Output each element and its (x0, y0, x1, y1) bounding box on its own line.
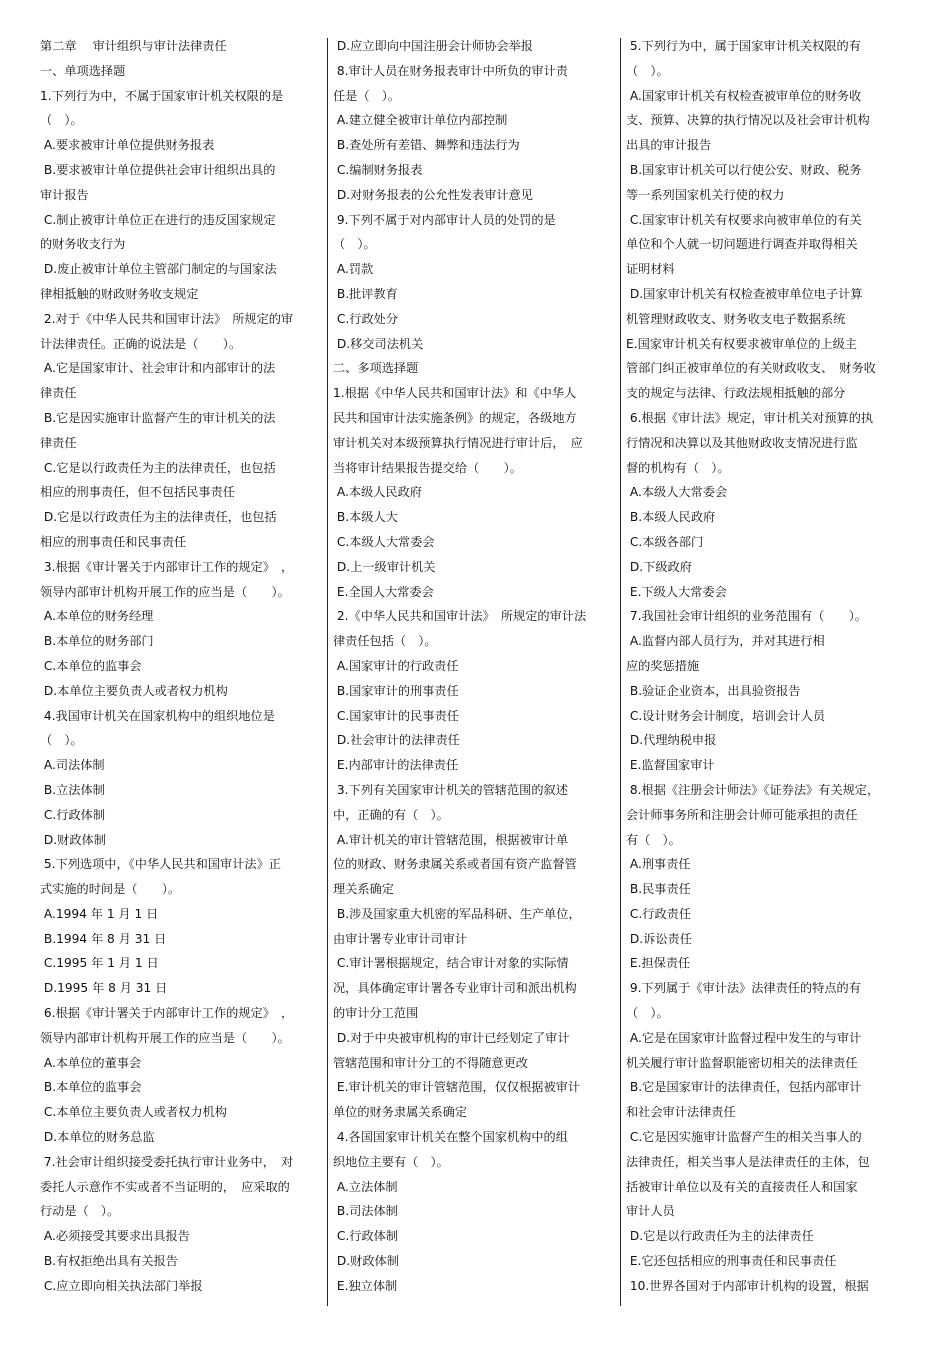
text-line: 的审计分工范围 (333, 1006, 419, 1021)
text-line: D.财政体制 (40, 832, 106, 847)
text-line: 9.下列不属于对内部审计人员的处罚的是 (333, 212, 556, 227)
text-line: 相应的刑事责任和民事责任 (40, 534, 187, 549)
text-line: B.国家审计的刑事责任 (333, 683, 459, 698)
text-line: 会计师事务所和注册会计师可能承担的责任 (626, 807, 858, 822)
text-line: C.制止被审计单位正在进行的违反国家规定 (40, 212, 276, 227)
text-line: 4.各国国家审计机关在整个国家机构中的组 (333, 1130, 568, 1145)
text-line: 出具的审计报告 (626, 138, 712, 153)
column-divider-left (327, 38, 328, 1306)
text-line: E.监督国家审计 (626, 758, 715, 773)
text-line: 单位的财务隶属关系确定 (333, 1105, 468, 1120)
text-line: 10.世界各国对于内部审计机构的设置，根据 (626, 1278, 869, 1293)
text-line: 法律责任，相关当事人是法律责任的主体，包 (626, 1154, 870, 1169)
text-line: 况，具体确定审计署各专业审计司和派出机构 (333, 981, 577, 996)
text-line: 第二章 审计组织与审计法律责任 (40, 39, 227, 53)
text-line: 1.根据《中华人民共和国审计法》和《中华人 (333, 386, 577, 401)
text-line: E.内部审计的法律责任 (333, 758, 459, 773)
text-line: 计法律责任。正确的说法是（ ）。 (40, 336, 242, 351)
text-line: E.独立体制 (333, 1278, 398, 1293)
text-line: A.它是在国家审计监督过程中发生的与审计 (626, 1030, 862, 1045)
text-line: （ ）。 (626, 63, 669, 78)
text-line: （ ）。 (40, 113, 83, 128)
text-line: B.它是因实施审计监督产生的审计机关的法 (40, 410, 276, 425)
text-line: 3.下列有关国家审计机关的管辖范围的叙述 (333, 782, 568, 797)
text-line: B.查处所有差错、舞弊和违法行为 (333, 138, 520, 153)
text-line: A.立法体制 (333, 1179, 398, 1194)
text-line: A.刑事责任 (626, 857, 691, 872)
text-line: C.本单位主要负责人或者权力机构 (40, 1105, 227, 1120)
text-line: A.国家审计机关有权检查被审单位的财务收 (626, 88, 862, 103)
text-line: B.涉及国家重大机密的军品科研、生产单位， (333, 906, 581, 921)
text-line: D.国家审计机关有权检查被审单位电子计算 (626, 286, 863, 301)
text-line: A.建立健全被审计单位内部控制 (333, 113, 508, 128)
text-line: 式实施的时间是（ ）。 (40, 882, 181, 897)
text-line: B.本单位的监事会 (40, 1080, 142, 1095)
text-line: D.下级政府 (626, 559, 692, 574)
text-line: （ ）。 (626, 1006, 669, 1021)
text-line: A.监督内部人员行为，并对其进行相 (626, 634, 825, 649)
text-line: 织地位主要有（ ）。 (333, 1154, 449, 1169)
text-line: D.它是以行政责任为主的法律责任，也包括 (40, 510, 277, 525)
text-line: 的财务收支行为 (40, 237, 126, 252)
text-line: A.要求被审计单位提供财务报表 (40, 138, 215, 153)
text-line: 审计报告 (40, 187, 89, 202)
text-line: 任是（ ）。 (333, 88, 401, 103)
text-line: B.立法体制 (40, 782, 105, 797)
text-line: D.移交司法机关 (333, 336, 424, 351)
text-line: A.本单位的财务经理 (40, 609, 154, 624)
text-line: C.行政处分 (333, 311, 399, 326)
text-line: B.要求被审计单位提供社会审计组织出具的 (40, 162, 276, 177)
text-line: C.本级各部门 (626, 534, 704, 549)
text-line: 由审计署专业审计司审计 (333, 931, 468, 946)
text-line: 2.对于《中华人民共和国审计法》 所规定的审 (40, 311, 294, 326)
text-line: B.民事责任 (626, 882, 691, 897)
text-line: B.有权拒绝出具有关报告 (40, 1254, 178, 1269)
text-line: 相应的刑事责任，但不包括民事责任 (40, 485, 235, 500)
text-line: D.本单位主要负责人或者权力机构 (40, 683, 228, 698)
text-line: D.它是以行政责任为主的法律责任 (626, 1229, 814, 1244)
text-line: E.审计机关的审计管辖范围，仅仅根据被审计 (333, 1080, 581, 1095)
text-line: C.它是以行政责任为主的法律责任，也包括 (40, 460, 276, 475)
text-line: 和社会审计法律责任 (626, 1105, 736, 1120)
text-line: 7.社会审计组织接受委托执行审计业务中， 对 (40, 1154, 294, 1169)
text-line: E.全国人大常委会 (333, 584, 434, 599)
text-line: B.1994 年 8 月 31 日 (40, 931, 167, 946)
text-line: E.担保责任 (626, 956, 691, 971)
text-line: C.国家审计的民事责任 (333, 708, 459, 723)
text-line: 4.我国审计机关在国家机构中的组织地位是 (40, 708, 275, 723)
text-line: D.社会审计的法律责任 (333, 733, 460, 748)
text-line: 单位和个人就一切问题进行调查并取得相关 (626, 237, 858, 252)
text-line: 9.下列属于《审计法》法律责任的特点的有 (626, 981, 861, 996)
text-line: 律责任 (40, 435, 77, 450)
text-line: （ ）。 (333, 237, 376, 252)
text-line: 领导内部审计机构开展工作的应当是（ ）。 (40, 1030, 290, 1045)
text-line: （ ）。 (40, 733, 83, 748)
text-line: 委托人示意作不实或者不当证明的， 应采取的 (40, 1179, 290, 1194)
text-column-3 (626, 34, 916, 1299)
text-line: 位的财政、财务隶属关系或者国有资产监督管 (333, 857, 577, 872)
text-line: D.诉讼责任 (626, 931, 692, 946)
text-line: 管辖范围和审计分工的不得随意更改 (333, 1055, 528, 1070)
text-line: C.国家审计机关有权要求向被审单位的有关 (626, 212, 862, 227)
text-line: E.下级人大常委会 (626, 584, 727, 599)
text-line: B.批评教育 (333, 286, 398, 301)
text-line: B.验证企业资本，出具验资报告 (626, 683, 801, 698)
column-divider-right (620, 38, 621, 1306)
text-line: B.司法体制 (333, 1204, 398, 1219)
text-line: C.1995 年 1 月 1 日 (40, 956, 159, 971)
text-line: 管部门纠正被审单位的有关财政收支、 财务收 (626, 361, 876, 376)
text-line: D.应立即向中国注册会计师协会举报 (333, 39, 533, 53)
text-line: 6.根据《审计法》规定，审计机关对预算的执 (626, 410, 874, 425)
text-line: 8.根据《注册会计师法》《证券法》有关规定， (626, 782, 880, 797)
text-line: 有（ ）。 (626, 832, 681, 847)
text-line: 律责任 (40, 386, 77, 401)
text-line: A.1994 年 1 月 1 日 (40, 906, 159, 921)
text-line: E.国家审计机关有权要求被审单位的上级主 (626, 336, 857, 351)
text-line: 理关系确定 (333, 882, 394, 897)
text-line: 审计人员 (626, 1204, 675, 1219)
text-line: C.它是因实施审计监督产生的相关当事人的 (626, 1130, 862, 1145)
text-line: D.废止被审计单位主管部门制定的与国家法 (40, 262, 277, 277)
text-line: 证明材料 (626, 262, 675, 277)
text-line: A.本单位的董事会 (40, 1055, 142, 1070)
text-line: C.应立即向相关执法部门举报 (40, 1278, 203, 1293)
text-line: A.国家审计的行政责任 (333, 658, 459, 673)
text-line: 民共和国审计法实施条例》的规定，各级地方 (333, 410, 577, 425)
text-line: D.对财务报表的公允性发表审计意见 (333, 187, 533, 202)
text-line: A.它是国家审计、社会审计和内部审计的法 (40, 361, 276, 376)
text-line: 中，正确的有（ ）。 (333, 807, 449, 822)
text-line: 6.根据《审计署关于内部审计工作的规定》 ， (40, 1006, 294, 1021)
text-column-1 (40, 34, 322, 1299)
text-line: 3.根据《审计署关于内部审计工作的规定》 ， (40, 559, 294, 574)
text-line: 一、单项选择题 (40, 63, 126, 78)
text-line: A.本级人民政府 (333, 485, 422, 500)
text-line: D.本单位的财务总监 (40, 1130, 155, 1145)
text-column-2 (333, 34, 615, 1299)
text-line: 5.下列选项中，《中华人民共和国审计法》正 (40, 857, 281, 872)
text-line: D.代理纳税申报 (626, 733, 717, 748)
text-line: 审计机关对本级预算执行情况进行审计后， 应 (333, 435, 583, 450)
text-line: 行情况和决算以及其他财政收支情况进行监 (626, 435, 858, 450)
text-line: D.1995 年 8 月 31 日 (40, 981, 168, 996)
text-line: 8.审计人员在财务报表审计中所负的审计责 (333, 63, 568, 78)
text-line: D.上一级审计机关 (333, 559, 436, 574)
text-line: C.本级人大常委会 (333, 534, 435, 549)
text-line: B.它是国家审计的法律责任，包括内部审计 (626, 1080, 862, 1095)
text-line: 1.下列行为中，不属于国家审计机关权限的是 (40, 88, 284, 103)
text-line: 等一系列国家机关行使的权力 (626, 187, 785, 202)
text-line: 支的规定与法律、行政法规相抵触的部分 (626, 386, 846, 401)
text-line: 机关履行审计监督职能密切相关的法律责任 (626, 1055, 858, 1070)
text-line: 领导内部审计机构开展工作的应当是（ ）。 (40, 584, 290, 599)
text-line: 括被审计单位以及有关的直接责任人和国家 (626, 1179, 858, 1194)
text-line: 7.我国社会审计组织的业务范围有（ ）。 (626, 609, 867, 624)
text-line: A.罚款 (333, 262, 374, 277)
text-line: C.行政体制 (40, 807, 106, 822)
text-line: 应的奖惩措施 (626, 658, 700, 673)
text-line: C.本单位的监事会 (40, 658, 142, 673)
text-line: 二、多项选择题 (333, 361, 419, 376)
text-line: C.设计财务会计制度，培训会计人员 (626, 708, 826, 723)
text-line: C.审计署根据规定，结合审计对象的实际情 (333, 956, 569, 971)
text-line: 当将审计结果报告提交给（ ）。 (333, 460, 522, 475)
text-line: C.行政责任 (626, 906, 692, 921)
text-line: A.本级人大常委会 (626, 485, 728, 500)
text-line: 督的机构有（ ）。 (626, 460, 730, 475)
text-line: C.行政体制 (333, 1229, 399, 1244)
text-line: B.本级人大 (333, 510, 398, 525)
text-line: 支、预算、决算的执行情况以及社会审计机构 (626, 113, 870, 128)
text-line: D.财政体制 (333, 1254, 399, 1269)
text-line: 律相抵触的财政财务收支规定 (40, 286, 199, 301)
text-line: A.司法体制 (40, 758, 105, 773)
text-line: B.本单位的财务部门 (40, 634, 154, 649)
text-line: 律责任包括（ ）。 (333, 634, 437, 649)
text-line: A.审计机关的审计管辖范围，根据被审计单 (333, 832, 569, 847)
text-line: B.国家审计机关可以行使公安、财政、税务 (626, 162, 862, 177)
text-line: 2.《中华人民共和国审计法》 所规定的审计法 (333, 609, 587, 624)
text-line: A.必须接受其要求出具报告 (40, 1229, 190, 1244)
text-line: 行动是（ ）。 (40, 1204, 120, 1219)
text-line: D.对于中央被审机构的审计已经划定了审计 (333, 1030, 570, 1045)
text-line: 5.下列行为中，属于国家审计机关权限的有 (626, 39, 861, 53)
text-line: B.本级人民政府 (626, 510, 716, 525)
text-line: C.编制财务报表 (333, 162, 423, 177)
text-line: E.它还包括相应的刑事责任和民事责任 (626, 1254, 837, 1269)
text-line: 机管理财政收支、财务收支电子数据系统 (626, 311, 846, 326)
